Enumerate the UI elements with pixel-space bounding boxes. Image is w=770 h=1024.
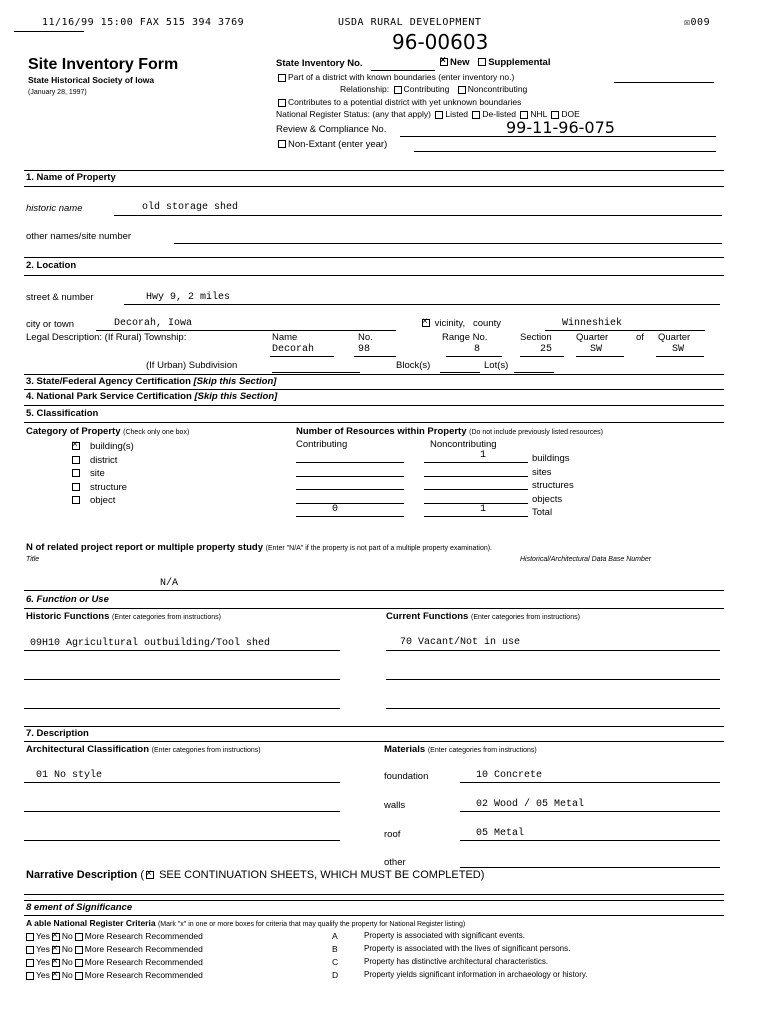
criteria-letter: A	[332, 931, 338, 941]
review-compliance-label: Review & Compliance No.	[276, 124, 387, 135]
category-checkbox[interactable]	[72, 469, 80, 477]
quarter-line	[576, 356, 624, 357]
quarter-value[interactable]: SW	[590, 344, 603, 355]
section-line	[520, 356, 564, 357]
block-line	[440, 372, 480, 373]
resource-type-label: buildings	[532, 453, 570, 464]
narrative-checkbox[interactable]	[146, 871, 154, 879]
category-label: structure	[90, 481, 127, 493]
contributing-column-label: Contributing	[296, 439, 348, 450]
walls-value[interactable]: 02 Wood / 05 Metal	[476, 799, 585, 810]
more-research-checkbox[interactable]	[75, 959, 83, 967]
non-extant-line	[414, 151, 716, 152]
related-project-value[interactable]: N/A	[160, 578, 179, 589]
section-8-bottom-rule	[24, 915, 724, 916]
noncontributing-count-value[interactable]: 1	[480, 504, 487, 515]
noncontributing-count[interactable]	[424, 503, 528, 504]
category-label: object	[90, 495, 116, 506]
fax-header-underline	[14, 31, 84, 32]
category-option[interactable]	[70, 441, 134, 452]
new-checkbox-group[interactable]: × New Supplemental	[438, 57, 550, 68]
criteria-row	[24, 970, 724, 980]
foundation-line	[460, 782, 720, 783]
state-inventory-line	[371, 70, 435, 71]
section-6-rule	[24, 608, 724, 609]
current-function-line-1	[386, 650, 720, 651]
walls-label: walls	[384, 800, 406, 811]
more-research-label: More Research Recommended	[84, 970, 203, 980]
lot-label: Lot(s)	[484, 360, 509, 371]
yes-checkbox[interactable]	[26, 933, 34, 941]
range-no-label: Range No.	[442, 332, 488, 343]
noncontributing-count[interactable]	[424, 489, 528, 490]
category-label: district	[90, 454, 118, 466]
state-inventory-label: State Inventory No.	[276, 58, 363, 69]
section-label: Section	[520, 332, 552, 343]
section-8-heading: 8 ement of Significance	[26, 902, 133, 913]
vicinity-option[interactable]: × vicinity, county	[420, 318, 501, 329]
noncontributing-checkbox[interactable]	[458, 86, 466, 94]
criteria-text: Property yields significant information in archaeology or history.	[364, 970, 588, 979]
range-no-line	[446, 356, 502, 357]
yes-label: Yes	[36, 957, 50, 967]
section-2-bottom-rule	[24, 275, 724, 276]
other-names-line	[174, 243, 722, 244]
more-research-checkbox[interactable]	[75, 946, 83, 954]
historic-name-label: historic name	[26, 203, 83, 214]
resource-type-label: objects	[532, 493, 563, 505]
no-label: No	[61, 957, 73, 967]
other-material-label: other	[384, 857, 406, 868]
resource-type-label: Total	[532, 507, 553, 518]
historic-function-line-1	[24, 650, 340, 651]
lot-line	[514, 372, 554, 373]
city-line	[96, 330, 396, 331]
category-option[interactable]	[70, 482, 127, 493]
fax-page-number: ☒009	[684, 17, 711, 28]
yes-label: Yes	[36, 970, 50, 980]
category-of-property-label: Category of Property (Check only one box)	[26, 426, 190, 437]
roof-label: roof	[384, 829, 401, 840]
form-date: (January 28, 1997)	[28, 89, 87, 96]
resource-type-label: structures	[532, 480, 574, 491]
section-7-heading: 7. Description	[26, 728, 89, 739]
no-checkbox[interactable]	[52, 933, 60, 941]
township-name-line	[270, 356, 334, 357]
quarter-2-label: Quarter	[658, 332, 691, 343]
section-5-top-rule	[24, 405, 724, 406]
street-number-line	[124, 304, 720, 305]
yes-label: Yes	[36, 944, 50, 954]
potential-district-option[interactable]: Contributes to a potential district with yet unknown boundaries	[276, 97, 521, 107]
non-extant-checkbox[interactable]	[278, 140, 286, 148]
form-title: Site Inventory Form	[28, 56, 179, 73]
form-agency: State Historical Society of Iowa	[28, 75, 155, 85]
other-material-line	[460, 867, 720, 868]
walls-line	[460, 811, 720, 812]
criteria-row	[24, 957, 724, 967]
delisted-checkbox[interactable]	[472, 111, 480, 119]
listed-checkbox[interactable]	[435, 111, 443, 119]
fax-page-icon: ☒	[684, 17, 691, 28]
criteria-letter: C	[332, 957, 339, 967]
historic-name-line	[114, 215, 722, 216]
resources-label: Number of Resources within Property (Do not include previously listed resources)	[296, 426, 603, 437]
noncontributing-count[interactable]	[424, 516, 528, 517]
contributing-count[interactable]	[296, 489, 404, 490]
historic-name-value[interactable]: old storage shed	[142, 202, 239, 213]
contributing-count[interactable]	[296, 476, 404, 477]
section-1-bottom-rule	[24, 186, 724, 187]
contributing-count[interactable]	[296, 462, 404, 463]
criteria-letter: B	[332, 944, 338, 954]
category-checkbox[interactable]	[72, 483, 80, 491]
current-function-line-3	[386, 708, 720, 709]
category-option[interactable]	[70, 455, 117, 466]
fax-timestamp: 11/16/99 15:00 FAX 515 394 3769	[42, 17, 245, 28]
related-project-label: N of related project report or multiple property study (Enter "N/A" if the property is not part of a multiple property examination).	[26, 542, 493, 553]
subdivision-line	[272, 372, 360, 373]
yes-checkbox[interactable]	[26, 946, 34, 954]
no-checkbox[interactable]	[52, 959, 60, 967]
criteria-row	[24, 931, 724, 941]
legal-description-label: Legal Description: (If Rural) Township:	[26, 332, 187, 343]
database-number-label: Historical/Architectural Data Base Number	[520, 556, 652, 563]
no-label: No	[61, 944, 73, 954]
section-1-top-rule	[24, 170, 724, 171]
more-research-label: More Research Recommended	[84, 931, 203, 941]
quarter-2-value[interactable]: SW	[672, 344, 685, 355]
fax-sender: USDA RURAL DEVELOPMENT	[338, 17, 482, 28]
handwritten-review-number: 99-11-96-075	[506, 118, 615, 137]
category-option[interactable]	[70, 468, 105, 479]
architectural-line-3	[24, 840, 340, 841]
section-6-heading: 6. Function or Use	[26, 594, 109, 605]
county-value[interactable]: Winneshiek	[562, 318, 623, 329]
section-3-heading: 3. State/Federal Agency Certification [Skip this Section]	[26, 376, 277, 387]
street-number-value[interactable]: Hwy 9, 2 miles	[146, 292, 231, 303]
section-2-heading: 2. Location	[26, 260, 77, 271]
section-7-bottom-rule	[24, 741, 724, 742]
narrative-description-row: Narrative Description (× SEE CONTINUATION SHEETS, WHICH MUST BE COMPLETED)	[26, 869, 484, 881]
quarter-2-line	[656, 356, 704, 357]
criteria-row	[24, 944, 724, 954]
criteria-label: A able National Register Criteria (Mark "x" in one or more boxes for criteria that may qualify the property for National Register listing)	[26, 918, 466, 928]
noncontributing-count[interactable]	[424, 462, 528, 463]
criteria-text: Property is associated with significant events.	[364, 931, 525, 940]
current-functions-label: Current Functions (Enter categories from instructions)	[386, 611, 580, 622]
criteria-text: Property is associated with the lives of significant persons.	[364, 944, 571, 953]
district-line	[614, 82, 714, 83]
architectural-classification-value[interactable]: 01 No style	[36, 770, 103, 781]
historic-function-value[interactable]: 09H10 Agricultural outbuilding/Tool shed	[30, 638, 271, 649]
more-research-label: More Research Recommended	[84, 944, 203, 954]
township-no-label: No.	[358, 332, 373, 343]
vicinity-checkbox[interactable]	[422, 319, 430, 327]
new-checkbox[interactable]	[440, 58, 448, 66]
city-value[interactable]: Decorah, Iowa	[114, 318, 193, 329]
no-checkbox[interactable]	[52, 946, 60, 954]
roof-value[interactable]: 05 Metal	[476, 828, 525, 839]
category-checkbox[interactable]	[72, 442, 80, 450]
range-no-value[interactable]: 8	[474, 344, 481, 355]
architectural-line-1	[24, 782, 340, 783]
foundation-value[interactable]: 10 Concrete	[476, 770, 543, 781]
section-1-heading: 1. Name of Property	[26, 172, 116, 183]
noncontributing-column-label: Noncontributing	[430, 439, 497, 450]
related-title-label: Title	[26, 556, 40, 563]
current-function-line-2	[386, 679, 720, 680]
city-label: city or town	[26, 319, 75, 330]
section-3-top-rule	[24, 374, 724, 375]
yes-checkbox[interactable]	[26, 959, 34, 967]
materials-label: Materials (Enter categories from instructions)	[384, 744, 537, 755]
other-names-label: other names/site number	[26, 231, 132, 242]
current-function-value[interactable]: 70 Vacant/Not in use	[400, 637, 521, 648]
supplemental-checkbox[interactable]	[478, 58, 486, 66]
architectural-classification-label: Architectural Classification (Enter categories from instructions)	[26, 744, 261, 755]
more-research-label: More Research Recommended	[84, 957, 203, 967]
noncontributing-count-value[interactable]: 1	[480, 450, 487, 461]
township-no-line	[354, 356, 396, 357]
criteria-letter: D	[332, 970, 339, 980]
section-2-top-rule	[24, 257, 724, 258]
section-7-top-rule	[24, 726, 724, 727]
section-5-heading: 5. Classification	[26, 408, 99, 419]
relationship-row: Relationship: Contributing Noncontributing	[340, 84, 528, 94]
handwritten-inventory-number: 96-00603	[392, 30, 489, 54]
noncontributing-count[interactable]	[424, 476, 528, 477]
quarter-label: Quarter	[576, 332, 609, 343]
category-checkbox[interactable]	[72, 496, 80, 504]
potential-district-checkbox[interactable]	[278, 99, 286, 107]
contributing-checkbox[interactable]	[394, 86, 402, 94]
no-checkbox[interactable]	[52, 972, 60, 980]
category-option[interactable]	[70, 495, 115, 506]
county-line	[545, 330, 705, 331]
section-4-heading: 4. National Park Service Certification [Skip this Section]	[26, 391, 278, 402]
nr-status-row: National Register Status: (any that apply) Listed De-listed NHL DOE	[276, 109, 580, 119]
township-name-label: Name	[272, 332, 298, 343]
more-research-checkbox[interactable]	[75, 933, 83, 941]
roof-line	[460, 840, 720, 841]
historic-functions-label: Historic Functions (Enter categories from instructions)	[26, 611, 221, 622]
category-label: building(s)	[90, 441, 134, 452]
criteria-text: Property has distinctive architectural characteristics.	[364, 957, 549, 966]
historic-function-line-3	[24, 708, 340, 709]
section-5-bottom-rule	[24, 422, 724, 423]
non-extant-option[interactable]: Non-Extant (enter year)	[276, 139, 387, 150]
category-checkbox[interactable]	[72, 456, 80, 464]
of-label: of	[636, 332, 644, 343]
urban-subdivision-label: (If Urban) Subdivision	[146, 360, 238, 371]
historic-function-line-2	[24, 679, 340, 680]
contributing-count[interactable]	[296, 516, 404, 517]
block-label: Block(s)	[396, 360, 431, 371]
related-project-line	[24, 590, 724, 591]
foundation-label: foundation	[384, 771, 429, 782]
section-4-top-rule	[24, 389, 724, 390]
yes-label: Yes	[36, 931, 50, 941]
resource-type-label: sites	[532, 466, 552, 478]
category-label: site	[90, 468, 105, 479]
no-label: No	[61, 931, 73, 941]
narrative-line	[24, 894, 724, 895]
contributing-count-value[interactable]: 0	[332, 504, 339, 515]
district-checkbox[interactable]	[278, 74, 286, 82]
more-research-checkbox[interactable]	[75, 972, 83, 980]
street-number-label: street & number	[26, 292, 94, 303]
township-name-value[interactable]: Decorah	[272, 344, 315, 355]
yes-checkbox[interactable]	[26, 972, 34, 980]
contributing-count[interactable]	[296, 503, 404, 504]
township-no-value[interactable]: 98	[358, 344, 371, 355]
section-value[interactable]: 25	[540, 344, 553, 355]
no-label: No	[61, 970, 73, 980]
architectural-line-2	[24, 811, 340, 812]
district-option[interactable]: Part of a district with known boundaries (enter inventory no.)	[276, 72, 514, 82]
section-8-top-rule	[24, 900, 724, 901]
